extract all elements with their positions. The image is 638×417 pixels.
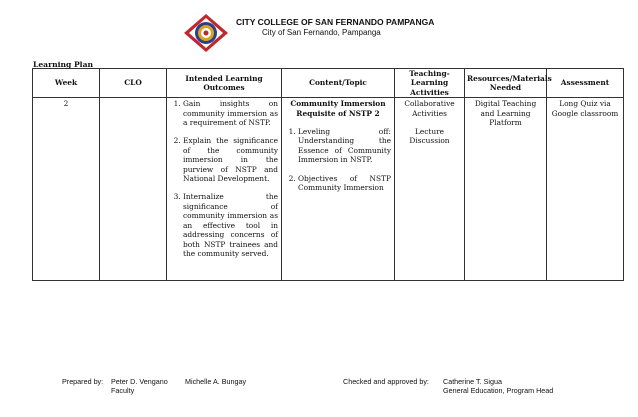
approver (443, 377, 553, 395)
clo-cell (100, 98, 167, 281)
outcomes-cell (167, 98, 282, 281)
header-week: Week (33, 69, 100, 98)
resources-cell: Digital Teaching and Learning Platform (465, 98, 547, 281)
outcome-item: 3. Internalize the significance of community immersion as an effective tool in addressing concerns of both NSTP trainees and the community served. (183, 192, 278, 258)
header-assessment: Assessment (547, 69, 624, 98)
header-content: Content/Topic (282, 69, 395, 98)
learning-plan-table (32, 68, 624, 281)
approver-name: Catherine T. Sigua (443, 377, 503, 386)
preparer-2-name: Michelle A. Bungay (185, 377, 247, 386)
approver-title: General Education, Program Head (443, 386, 554, 395)
prepared-by-label: Prepared by: (62, 377, 104, 386)
activities-cell (395, 98, 465, 281)
header-resources: Resources/Materials Needed (465, 69, 547, 98)
assessment-cell: Long Quiz via Google classroom (547, 98, 624, 281)
table-header-row (33, 69, 624, 98)
activity-item: Collaborative Activities (404, 99, 455, 118)
institution-name: CITY COLLEGE OF SAN FERNANDO PAMPANGA (236, 17, 435, 27)
preparer-1 (111, 377, 168, 395)
learning-plan-label: Learning Plan (33, 60, 94, 69)
outcome-item: 1. Gain insights on community immersion as a requirement of NSTP. (183, 99, 278, 127)
checked-by-label: Checked and approved by: (343, 377, 429, 386)
outcome-item: 2. Explain the significance of the community immersion in the purview of NSTP and National Development. (183, 136, 278, 183)
college-seal-logo (183, 13, 229, 53)
header-clo: CLO (100, 69, 167, 98)
content-item: 2. Objectives of NSTP Community Immersion (298, 174, 391, 193)
institution-location: City of San Fernando, Pampanga (262, 28, 381, 37)
activity-item: Lecture Discussion (409, 127, 450, 146)
week-cell: 2 (33, 98, 100, 281)
header-activities: Teaching-Learning Activities (395, 69, 465, 98)
content-cell (282, 98, 395, 281)
preparer-1-name: Peter D. Vengano (111, 377, 168, 386)
preparer-1-title: Faculty (111, 386, 135, 395)
content-item: 1. Leveling off: Understanding the Essence of Community Immersion in NSTP. (298, 127, 391, 165)
header-outcomes: Intended Learning Outcomes (167, 69, 282, 98)
table-row (33, 98, 624, 281)
content-title: Community Immersion Requisite of NSTP 2 (290, 99, 386, 118)
